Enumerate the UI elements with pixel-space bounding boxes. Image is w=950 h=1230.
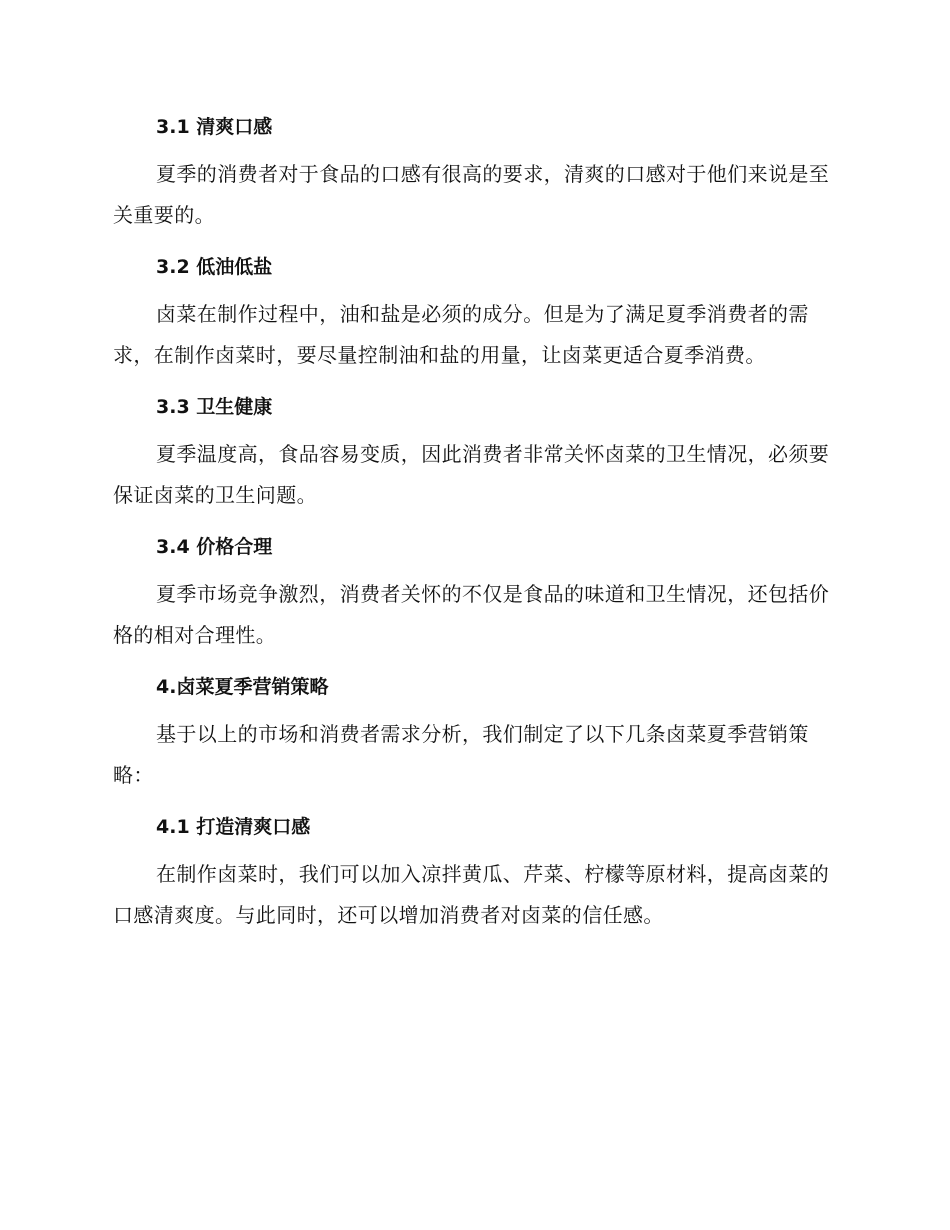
section-heading-3-3: 3.3 卫生健康 — [156, 396, 273, 418]
section-heading-4-1: 4.1 打造清爽口感 — [156, 816, 311, 838]
section-paragraph-3-3: 夏季温度高，食品容易变质，因此消费者非常关怀卤菜的卫生情况，必须要保证卤菜的卫生问题。 — [113, 442, 830, 507]
section-heading-3-2: 3.2 低油低盐 — [156, 256, 273, 278]
section-heading-3-1: 3.1 清爽口感 — [156, 116, 273, 138]
section-paragraph-3-1: 夏季的消费者对于食品的口感有很高的要求，清爽的口感对于他们来说是至关重要的。 — [113, 162, 830, 227]
section-paragraph-4-1: 在制作卤菜时，我们可以加入凉拌黄瓜、芹菜、柠檬等原材料，提高卤菜的口感清爽度。与此同时，还可以增加消费者对卤菜的信任感。 — [113, 862, 830, 927]
section-paragraph-3-4: 夏季市场竞争激烈，消费者关怀的不仅是食品的味道和卫生情况，还包括价格的相对合理性。 — [113, 582, 830, 647]
section-heading-4: 4.卤菜夏季营销策略 — [156, 676, 329, 698]
document-body — [113, 110, 833, 950]
section-paragraph-4: 基于以上的市场和消费者需求分析，我们制定了以下几条卤菜夏季营销策略： — [113, 722, 809, 787]
section-heading-3-4: 3.4 价格合理 — [156, 536, 273, 558]
section-paragraph-3-2: 卤菜在制作过程中，油和盐是必须的成分。但是为了满足夏季消费者的需求，在制作卤菜时，要尽量控制油和盐的用量，让卤菜更适合夏季消费。 — [113, 302, 809, 367]
